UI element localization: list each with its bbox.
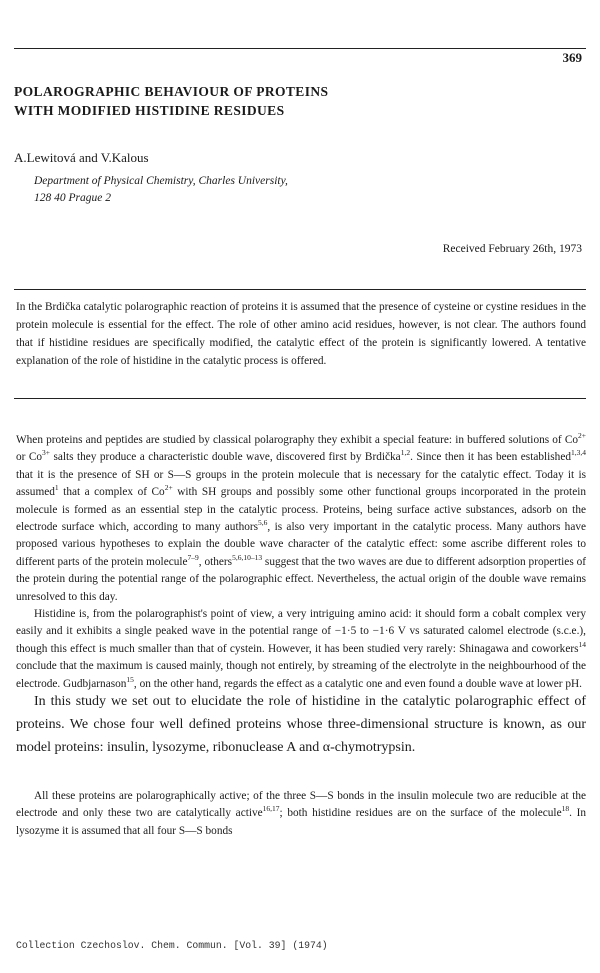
received-date: Received February 26th, 1973: [442, 243, 582, 255]
abstract: In the Brdička catalytic polarographic reaction of proteins it is assumed that the presence of cysteine or cystine residues in the protein molecule is essential for the effect. The role of other amino acid residues, however, is not clear. The authors found that if histidine residues are specifically modified, the catalytic effect of the protein is significantly lowered. A tentative explanation of the role of histidine in the catalytic process is offered.: [16, 301, 586, 367]
body-text-continued: [16, 788, 586, 840]
abstract-top-rule: [14, 289, 586, 290]
authors: A.Lewitová and V.Kalous: [14, 150, 149, 165]
affiliation-line-1: Department of Physical Chemistry, Charles University,: [34, 175, 288, 187]
paragraph-3: In this study we set out to elucidate the role of histidine in the catalytic polarographic effect of proteins. We chose four well defined proteins whose three-dimensional structure is known, as our model proteins: insulin, lysozyme, ribonuclease A and α-chymotrypsin.: [16, 694, 586, 755]
study-aim-paragraph: [16, 690, 586, 759]
abstract-bottom-rule: [14, 398, 586, 399]
affiliation: [34, 173, 288, 207]
page-number: 369: [562, 50, 582, 65]
article-title: [14, 82, 328, 120]
paragraph-4: All these proteins are polarographically active; of the three S—S bonds in the insulin molecule two are reducible at the electrode and only these two are catalytically active$^{16,17}$; both histidine residues are on the surface of the molecule$^{18}$. In lysozyme it is assumed that all four S—S bonds: [16, 790, 587, 837]
title-line-2: WITH MODIFIED HISTIDINE RESIDUES: [14, 103, 285, 118]
top-rule: [14, 48, 586, 49]
affiliation-line-2: 128 40 Prague 2: [34, 192, 111, 204]
paragraph-1: When proteins and peptides are studied by classical polarography they exhibit a special feature: in buffered solutions of $Co^{2+}$ or $Co^{3+}$ salts they produce a characteristic double wave, discovered first by Brdička$^{1,2}$. Since then it has been established$^{1,3,4}$ that it is the presence of SH or S—S groups in the protein molecule that is necessary for the catalytic effect. Today it is assumed$^1$ that a complex of $Co^{2+}$ with SH groups and possibly some other functional groups incorporated in the protein molecule is formed as an essential step in the catalytic process. Proteins, being surface active substances, adsorb on the electrode surface which, according to many authors$^{5,6}$, is also very important in the catalytic process. Many authors have proposed various hypotheses to explain the double wave character of the catalytic effect: some ascribe different roles to different parts of the protein molecule$^{7-9}$, others$^{5,6,10-13}$ suggest that the two waves are due to different adsorption properties of the protein during the potential range of the polarographic effect. Nevertheless, the actual origin of the double wave remains unresolved to this day.: [16, 431, 587, 603]
paragraph-2: Histidine is, from the polarographist's point of view, a very intriguing amino acid: it should form a cobalt complex very easily and it exhibits a single peaked wave in the potential range of −1·5 to −1·6 V vs saturated calomel electrode (s.c.e.), though this effect is much smaller than that of cystein. However, it has been studied very rarely: Shinagawa and coworkers$^{14}$ conclude that the maximum is caused mainly, though not entirely, by streaming of the electrolyte in the neighbourhood of the electrode. Gudbjarnason$^{15}$, on the other hand, regards the effect as a catalytic one and even found a double wave at lower pH.: [16, 608, 586, 690]
body-text: [16, 432, 586, 693]
title-line-1: POLAROGRAPHIC BEHAVIOUR OF PROTEINS: [14, 84, 329, 99]
journal-footer: Collection Czechoslov. Chem. Commun. [Vol. 39] (1974): [16, 940, 328, 951]
